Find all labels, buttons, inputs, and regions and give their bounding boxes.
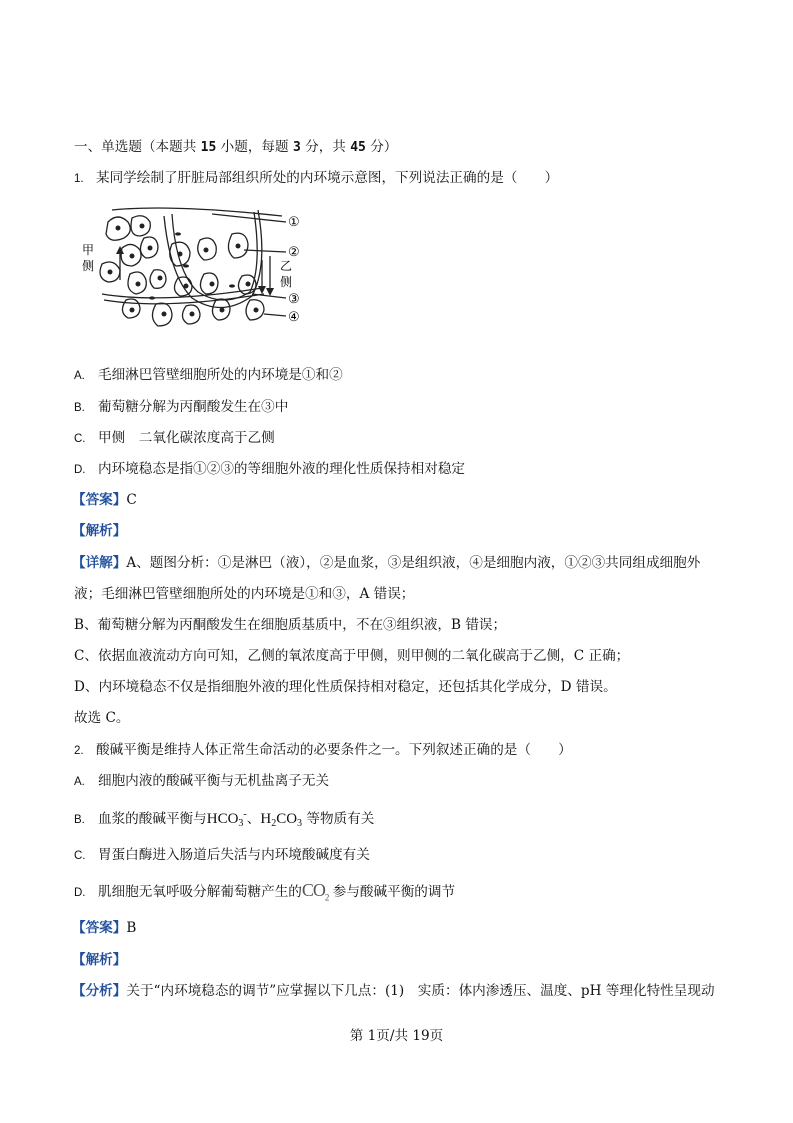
q2-option-c[interactable]: C. 胃蛋白酶进入肠道后失活与内环境酸碱度有关 bbox=[74, 847, 370, 863]
section-header: 一、单选题（本题共 15 小题，每题 3 分，共 45 分） bbox=[74, 139, 398, 155]
right-side-label-2: 侧 bbox=[280, 275, 293, 289]
q1-analysis-label: 【解析】 bbox=[72, 523, 127, 539]
hco3-formula: $HCO_3^-$ bbox=[206, 809, 247, 829]
q1-conclusion: 故选 C。 bbox=[74, 710, 130, 726]
q1-detail-line-3: B、葡萄糖分解为丙酮酸发生在细胞质基质中，不在③组织液，B 错误； bbox=[74, 617, 507, 633]
figure-label-3: ③ bbox=[288, 292, 300, 307]
q2-detail-line-1: 【分析】关于“内环境稳态的调节”应掌握以下几点：(1) 实质：体内渗透压、温度、pH 等理化特性呈现动 bbox=[72, 983, 715, 999]
q1-option-d[interactable]: D. 内环境稳态是指①②③的等细胞外液的理化性质保持相对稳定 bbox=[74, 461, 466, 477]
q1-option-c[interactable]: C. 甲侧 二氧化碳浓度高于乙侧 bbox=[74, 430, 275, 446]
co2-formula: $CO_2$ bbox=[301, 880, 329, 903]
q1-detail-line-5: D、内环境稳态不仅是指细胞外液的理化性质保持相对稳定，还包括其化学成分，D 错误。 bbox=[74, 679, 617, 695]
q2-option-a[interactable]: A. 细胞内液的酸碱平衡与无机盐离子无关 bbox=[74, 773, 330, 789]
q2-option-d[interactable]: D. 肌细胞无氧呼吸分解葡萄糖产生的$CO_2$ 参与酸碱平衡的调节 bbox=[74, 880, 456, 903]
q1-answer: 【答案】C bbox=[72, 492, 137, 508]
q2-analysis-label: 【解析】 bbox=[72, 952, 127, 968]
right-side-label-1: 乙 bbox=[280, 259, 293, 273]
figure-label-4: ④ bbox=[288, 310, 300, 325]
tissue-diagram bbox=[82, 204, 322, 344]
q1-option-b[interactable]: B. 葡萄糖分解为丙酮酸发生在③中 bbox=[74, 399, 289, 415]
q2-option-b[interactable]: B. 血浆的酸碱平衡与$HCO_3^-$、$H_2CO_3$ 等物质有关 bbox=[74, 809, 375, 829]
question-1-stem: 1. 某同学绘制了肝脏局部组织所处的内环境示意图，下列说法正确的是（ ） bbox=[74, 170, 559, 186]
q1-detail-line-2: 液；毛细淋巴管壁细胞所处的内环境是①和③，A 错误； bbox=[74, 586, 415, 602]
q1-option-a[interactable]: A. 毛细淋巴管壁细胞所处的内环境是①和② bbox=[74, 367, 343, 383]
q1-detail-line-1: 【详解】A、题图分析：①是淋巴（液），②是血浆，③是组织液，④是细胞内液，①②③共同组成细胞外 bbox=[72, 555, 701, 571]
question-2-stem: 2. 酸碱平衡是维持人体正常生命活动的必要条件之一。下列叙述正确的是（ ） bbox=[74, 742, 572, 758]
left-side-label-1: 甲 bbox=[82, 243, 95, 257]
h2co3-formula: $H_2CO_3$ bbox=[260, 811, 303, 829]
q2-answer: 【答案】B bbox=[72, 920, 137, 936]
page-footer: 第 1页/共 19页 bbox=[349, 1028, 444, 1044]
figure-label-1: ① bbox=[288, 215, 300, 230]
q1-detail-line-4: C、依据血液流动方向可知，乙侧的氧浓度高于甲侧，则甲侧的二氧化碳高于乙侧，C 正确； bbox=[74, 648, 630, 664]
left-side-label-2: 侧 bbox=[82, 259, 95, 273]
figure-label-2: ② bbox=[288, 245, 300, 260]
